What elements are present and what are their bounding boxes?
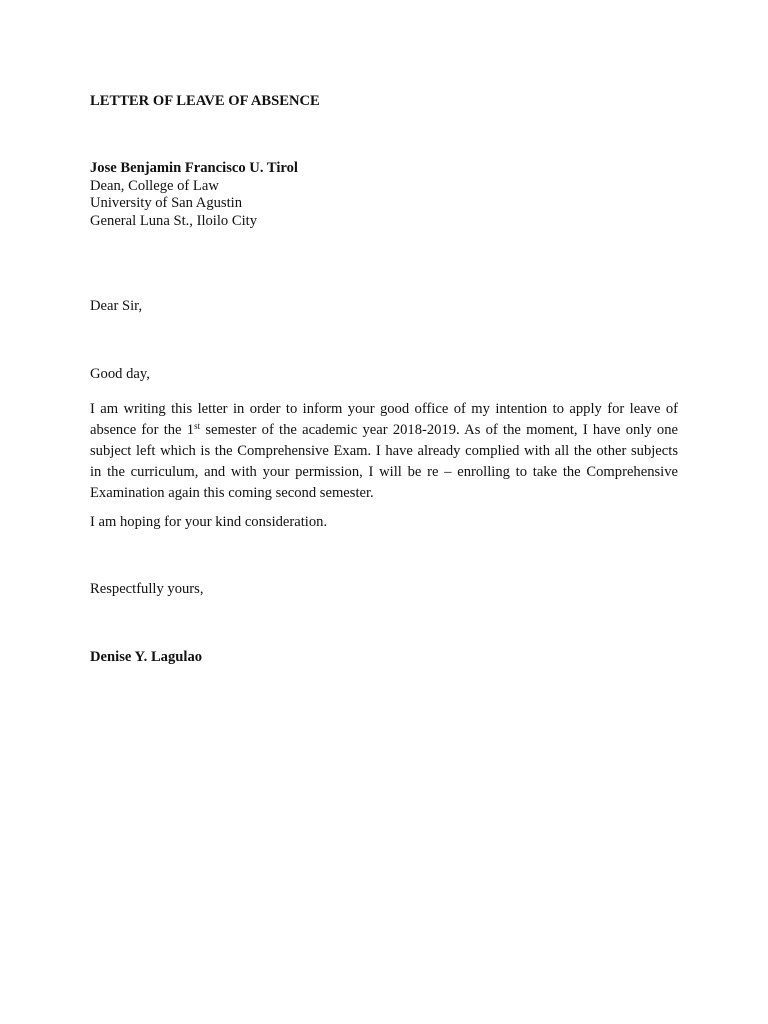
letter-title: LETTER OF LEAVE OF ABSENCE: [90, 93, 320, 109]
body-text-part2: semester of the academic year 2018-2019. As of the moment, I have only one subject left which is the Comprehensive Exam. I have already complied with all the other subjects in the curriculum, and with your permission, I will be re – enrolling to take the Comprehensive Examination again this coming second semester.: [90, 422, 678, 501]
ordinal-suffix: st: [194, 421, 201, 431]
signatory-name: Denise Y. Lagulao: [90, 649, 203, 665]
recipient-institution: University of San Agustin: [90, 195, 243, 211]
recipient-block: [90, 160, 678, 230]
recipient-position: Dean, College of Law: [90, 177, 219, 194]
body-text-part1: I am writing this letter in order to inform your good office of my intention to apply for leave of absence for the 1: [90, 401, 678, 438]
greeting: Good day,: [90, 366, 150, 382]
recipient-name: Jose Benjamin Francisco U. Tirol: [90, 160, 298, 176]
recipient-address: General Luna St., Iloilo City: [90, 212, 257, 229]
salutation: Dear Sir,: [90, 298, 143, 314]
valediction: Respectfully yours,: [90, 581, 204, 597]
closing-line: I am hoping for your kind consideration.: [90, 514, 328, 530]
body-paragraph: [90, 399, 678, 504]
